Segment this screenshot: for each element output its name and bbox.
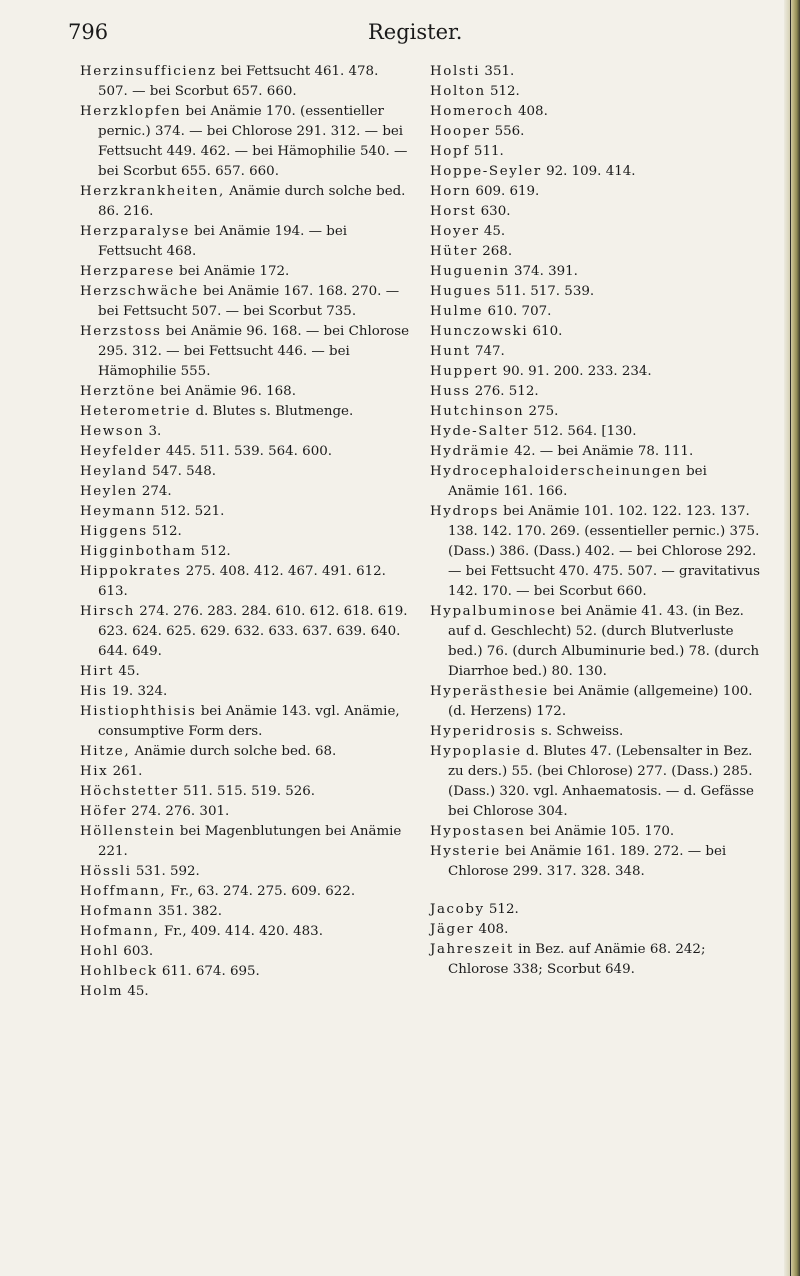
index-references: d. Blutes s. Blutmenge.: [191, 404, 354, 419]
index-entry: [430, 242, 760, 262]
index-references: bei Fettsucht 461. 478. 507. — bei Scorbut 657. 660.: [98, 64, 379, 99]
index-keyword: Hugues: [430, 284, 492, 299]
index-entry: [80, 422, 410, 442]
index-entry: [80, 822, 410, 862]
index-references: 45.: [123, 984, 149, 999]
index-references: 512. 521.: [156, 504, 225, 519]
index-keyword: Jacoby: [430, 902, 485, 917]
index-references: 512.: [196, 544, 231, 559]
index-entry: [430, 82, 760, 102]
index-entry: [430, 62, 760, 82]
index-references: 512.: [484, 902, 519, 917]
index-references: 531. 592.: [131, 864, 200, 879]
index-keyword: Heyfelder: [80, 444, 162, 459]
index-entry: [80, 282, 410, 322]
index-keyword: Herztöne: [80, 384, 156, 399]
index-entry: [80, 902, 410, 922]
index-entry: [430, 302, 760, 322]
index-entry: [430, 462, 760, 502]
index-references: 45.: [479, 224, 506, 239]
index-keyword: Herzschwäche: [80, 284, 199, 299]
index-references: bei Anämie 170. (essentieller pernic.) 374. — bei Chlorose 291. 312. — bei Fettsucht 449. 462. — bei Hämophilie 540. — bei Scorbut 655. 657. 660.: [98, 104, 408, 179]
index-keyword: Hofmann,: [80, 924, 160, 939]
index-keyword: Heterometrie: [80, 404, 192, 419]
index-references: s. Schweiss.: [536, 724, 624, 739]
index-references: 747.: [470, 344, 505, 359]
index-references: 275. 408. 412. 467. 491. 612. 613.: [98, 564, 386, 599]
index-references: bei Anämie 101. 102. 122. 123. 137. 138. 142. 170. 269. (essentieller pernic.) 375. (Dass.) 386. (Dass.) 402. — bei Chlorose 292. — bei Fettsucht 470. 475. 507. — gravitativus 142. 170. — bei Scorbut 660.: [448, 504, 760, 599]
index-keyword: Hössli: [80, 864, 132, 879]
index-entry: [430, 682, 760, 722]
index-keyword: Hoyer: [430, 224, 480, 239]
index-references: 268.: [478, 244, 513, 259]
index-entry: [430, 122, 760, 142]
index-entry: [80, 562, 410, 602]
index-references: bei Anämie 194. — bei Fettsucht 468.: [98, 224, 348, 259]
index-references: 351. 382.: [153, 904, 222, 919]
index-entry: [80, 802, 410, 822]
entry-gap: [430, 882, 760, 900]
index-entry: [80, 62, 410, 102]
index-references: 630.: [476, 204, 511, 219]
index-keyword: Hohl: [80, 944, 120, 959]
index-references: bei Anämie 172.: [174, 264, 290, 279]
index-keyword: Hüter: [430, 244, 479, 259]
index-keyword: Hypalbuminose: [430, 604, 557, 619]
index-keyword: Herzparalyse: [80, 224, 190, 239]
page-number: 796: [68, 20, 109, 44]
index-entry: [430, 322, 760, 342]
index-references: 512.: [485, 84, 520, 99]
index-references: bei Anämie 105. 170.: [525, 824, 675, 839]
index-keyword: Hydrocephaloiderscheinungen: [430, 464, 682, 479]
index-keyword: Hix: [80, 764, 109, 779]
index-entry: [430, 362, 760, 382]
index-keyword: Higginbotham: [80, 544, 197, 559]
index-column-right: [430, 62, 760, 980]
index-keyword: Huguenin: [430, 264, 510, 279]
index-references: 610. 707.: [483, 304, 552, 319]
index-keyword: Heylen: [80, 484, 138, 499]
running-title: Register.: [368, 20, 463, 44]
index-keyword: Hitze,: [80, 744, 131, 759]
index-entry: [80, 522, 410, 542]
index-entry: [430, 422, 760, 442]
index-entry: [80, 382, 410, 402]
index-references: 42. — bei Anämie 78. 111.: [509, 444, 694, 459]
index-entry: [430, 900, 760, 920]
index-entry: [430, 502, 760, 602]
index-references: 261.: [108, 764, 143, 779]
index-references: bei Anämie 161. 189. 272. — bei Chlorose 299. 317. 328. 348.: [448, 844, 727, 879]
index-keyword: Hohlbeck: [80, 964, 158, 979]
index-keyword: Hunt: [430, 344, 471, 359]
index-references: bei Anämie 167. 168. 270. — bei Fettsucht 507. — bei Scorbut 735.: [98, 284, 400, 319]
index-keyword: Hysterie: [430, 844, 501, 859]
index-references: 511.: [469, 144, 504, 159]
index-references: 408.: [513, 104, 548, 119]
index-keyword: Herzparese: [80, 264, 175, 279]
index-entry: [80, 102, 410, 182]
index-references: 274. 276. 301.: [127, 804, 230, 819]
index-keyword: Herzinsufficienz: [80, 64, 217, 79]
index-keyword: Hyperästhesie: [430, 684, 549, 699]
index-keyword: Herzkrankheiten,: [80, 184, 225, 199]
index-references: 92. 109. 414.: [541, 164, 636, 179]
index-keyword: Hirsch: [80, 604, 135, 619]
index-entry: [430, 920, 760, 940]
index-entry: [80, 502, 410, 522]
index-keyword: Huppert: [430, 364, 499, 379]
index-references: 511. 517. 539.: [491, 284, 595, 299]
index-entry: [80, 222, 410, 262]
index-keyword: Hippokrates: [80, 564, 182, 579]
index-entry: [80, 662, 410, 682]
index-entry: [430, 282, 760, 302]
index-entry: [430, 222, 760, 242]
index-keyword: Holm: [80, 984, 124, 999]
index-references: 3.: [144, 424, 162, 439]
index-entry: [430, 842, 760, 882]
index-references: 351.: [480, 64, 515, 79]
index-keyword: Jäger: [430, 922, 475, 937]
index-entry: [80, 962, 410, 982]
index-references: 19. 324.: [107, 684, 168, 699]
index-keyword: Höllenstein: [80, 824, 176, 839]
index-keyword: Herzklopfen: [80, 104, 182, 119]
index-keyword: Hunczowski: [430, 324, 529, 339]
index-references: 512.: [147, 524, 182, 539]
index-entry: [80, 482, 410, 502]
index-entry: [80, 402, 410, 422]
index-references: Anämie durch solche bed. 86. 216.: [98, 184, 406, 219]
index-entry: [430, 142, 760, 162]
index-entry: [80, 762, 410, 782]
index-references: 511. 515. 519. 526.: [178, 784, 316, 799]
index-keyword: Hoffmann,: [80, 884, 167, 899]
index-entry: [80, 682, 410, 702]
index-entry: [430, 162, 760, 182]
index-entry: [80, 262, 410, 282]
index-references: 609. 619.: [471, 184, 540, 199]
index-references: Fr., 63. 274. 275. 609. 622.: [166, 884, 356, 899]
index-column-left: [80, 62, 410, 1002]
index-references: 90. 91. 200. 233. 234.: [498, 364, 652, 379]
index-keyword: Hypostasen: [430, 824, 526, 839]
index-entry: [80, 922, 410, 942]
page-header: [68, 20, 708, 50]
index-references: bei Anämie 96. 168.: [155, 384, 296, 399]
index-keyword: Homeroch: [430, 104, 514, 119]
index-references: Fr., 409. 414. 420. 483.: [159, 924, 323, 939]
index-references: 547. 548.: [147, 464, 216, 479]
index-keyword: Horst: [430, 204, 477, 219]
index-entry: [80, 862, 410, 882]
index-entry: [430, 442, 760, 462]
index-references: bei Anämie 96. 168. — bei Chlorose 295. 312. — bei Fettsucht 446. — bei Hämophilie 555.: [98, 324, 410, 379]
index-references: 445. 511. 539. 564. 600.: [161, 444, 332, 459]
index-keyword: Holton: [430, 84, 486, 99]
index-keyword: Hypoplasie: [430, 744, 522, 759]
index-entry: [80, 982, 410, 1002]
index-references: in Bez. auf Anämie 68. 242; Chlorose 338; Scorbut 649.: [448, 942, 706, 977]
index-keyword: Histiophthisis: [80, 704, 197, 719]
index-references: 603.: [119, 944, 154, 959]
index-entry: [80, 182, 410, 222]
index-keyword: Höfer: [80, 804, 128, 819]
index-keyword: Heyland: [80, 464, 148, 479]
index-entry: [430, 202, 760, 222]
index-entry: [430, 722, 760, 742]
index-references: 274.: [137, 484, 172, 499]
page-edge-line: [790, 0, 791, 1276]
index-keyword: Hooper: [430, 124, 491, 139]
index-entry: [80, 542, 410, 562]
index-references: 408.: [474, 922, 509, 937]
index-keyword: Holsti: [430, 64, 481, 79]
index-entry: [80, 742, 410, 762]
index-entry: [430, 940, 760, 980]
index-entry: [80, 442, 410, 462]
index-keyword: Jahreszeit: [430, 942, 514, 957]
index-references: 276. 512.: [470, 384, 539, 399]
index-references: d. Blutes 47. (Lebensalter in Bez. zu ders.) 55. (bei Chlorose) 277. (Dass.) 285. (Dass.) 320. vgl. Anhaematosis. — d. Gefässe bei Chlorose 304.: [448, 744, 754, 819]
index-entry: [430, 822, 760, 842]
index-entry: [430, 262, 760, 282]
index-references: 274. 276. 283. 284. 610. 612. 618. 619. 623. 624. 625. 629. 632. 633. 637. 639. 640. 644. 649.: [98, 604, 408, 659]
index-keyword: Hyde-Salter: [430, 424, 530, 439]
index-entry: [80, 322, 410, 382]
index-keyword: Hopf: [430, 144, 470, 159]
index-keyword: Hydrämie: [430, 444, 510, 459]
index-entry: [430, 402, 760, 422]
index-keyword: Hutchinson: [430, 404, 525, 419]
index-entry: [80, 782, 410, 802]
index-entry: [430, 102, 760, 122]
index-entry: [430, 382, 760, 402]
index-keyword: Hoppe-Seyler: [430, 164, 542, 179]
index-entry: [80, 882, 410, 902]
index-keyword: Horn: [430, 184, 472, 199]
index-references: bei Magenblutungen bei Anämie 221.: [98, 824, 402, 859]
index-entry: [80, 942, 410, 962]
index-keyword: Hirt: [80, 664, 115, 679]
index-keyword: Higgens: [80, 524, 148, 539]
index-keyword: Heymann: [80, 504, 157, 519]
index-references: bei Anämie (allgemeine) 100. (d. Herzens) 172.: [448, 684, 753, 719]
index-keyword: Hewson: [80, 424, 145, 439]
index-entry: [430, 342, 760, 362]
index-keyword: Hydrops: [430, 504, 499, 519]
page-edge-shadow: [784, 0, 800, 1276]
index-references: 45.: [114, 664, 140, 679]
index-keyword: Hyperidrosis: [430, 724, 537, 739]
index-references: 512. 564. [130.: [529, 424, 637, 439]
index-entry: [80, 702, 410, 742]
index-keyword: Hofmann: [80, 904, 154, 919]
index-keyword: Höchstetter: [80, 784, 179, 799]
index-entry: [80, 462, 410, 482]
index-references: bei Anämie 41. 43. (in Bez. auf d. Geschlecht) 52. (durch Blutverluste bed.) 76. (durch Albuminurie bed.) 78. (durch Diarrhoe bed.) 80. 130.: [448, 604, 760, 679]
index-entry: [430, 182, 760, 202]
index-references: bei Anämie 161. 166.: [448, 464, 707, 499]
index-entry: [430, 742, 760, 822]
index-references: bei Anämie 143. vgl. Anämie, consumptive Form ders.: [98, 704, 400, 739]
index-references: Anämie durch solche bed. 68.: [130, 744, 337, 759]
index-references: 556.: [490, 124, 525, 139]
index-keyword: Herzstoss: [80, 324, 162, 339]
index-references: 610.: [528, 324, 563, 339]
index-entry: [430, 602, 760, 682]
index-keyword: His: [80, 684, 108, 699]
index-keyword: Hulme: [430, 304, 484, 319]
index-references: 611. 674. 695.: [157, 964, 260, 979]
index-references: 374. 391.: [509, 264, 578, 279]
index-entry: [80, 602, 410, 662]
index-references: 275.: [524, 404, 559, 419]
index-keyword: Huss: [430, 384, 471, 399]
